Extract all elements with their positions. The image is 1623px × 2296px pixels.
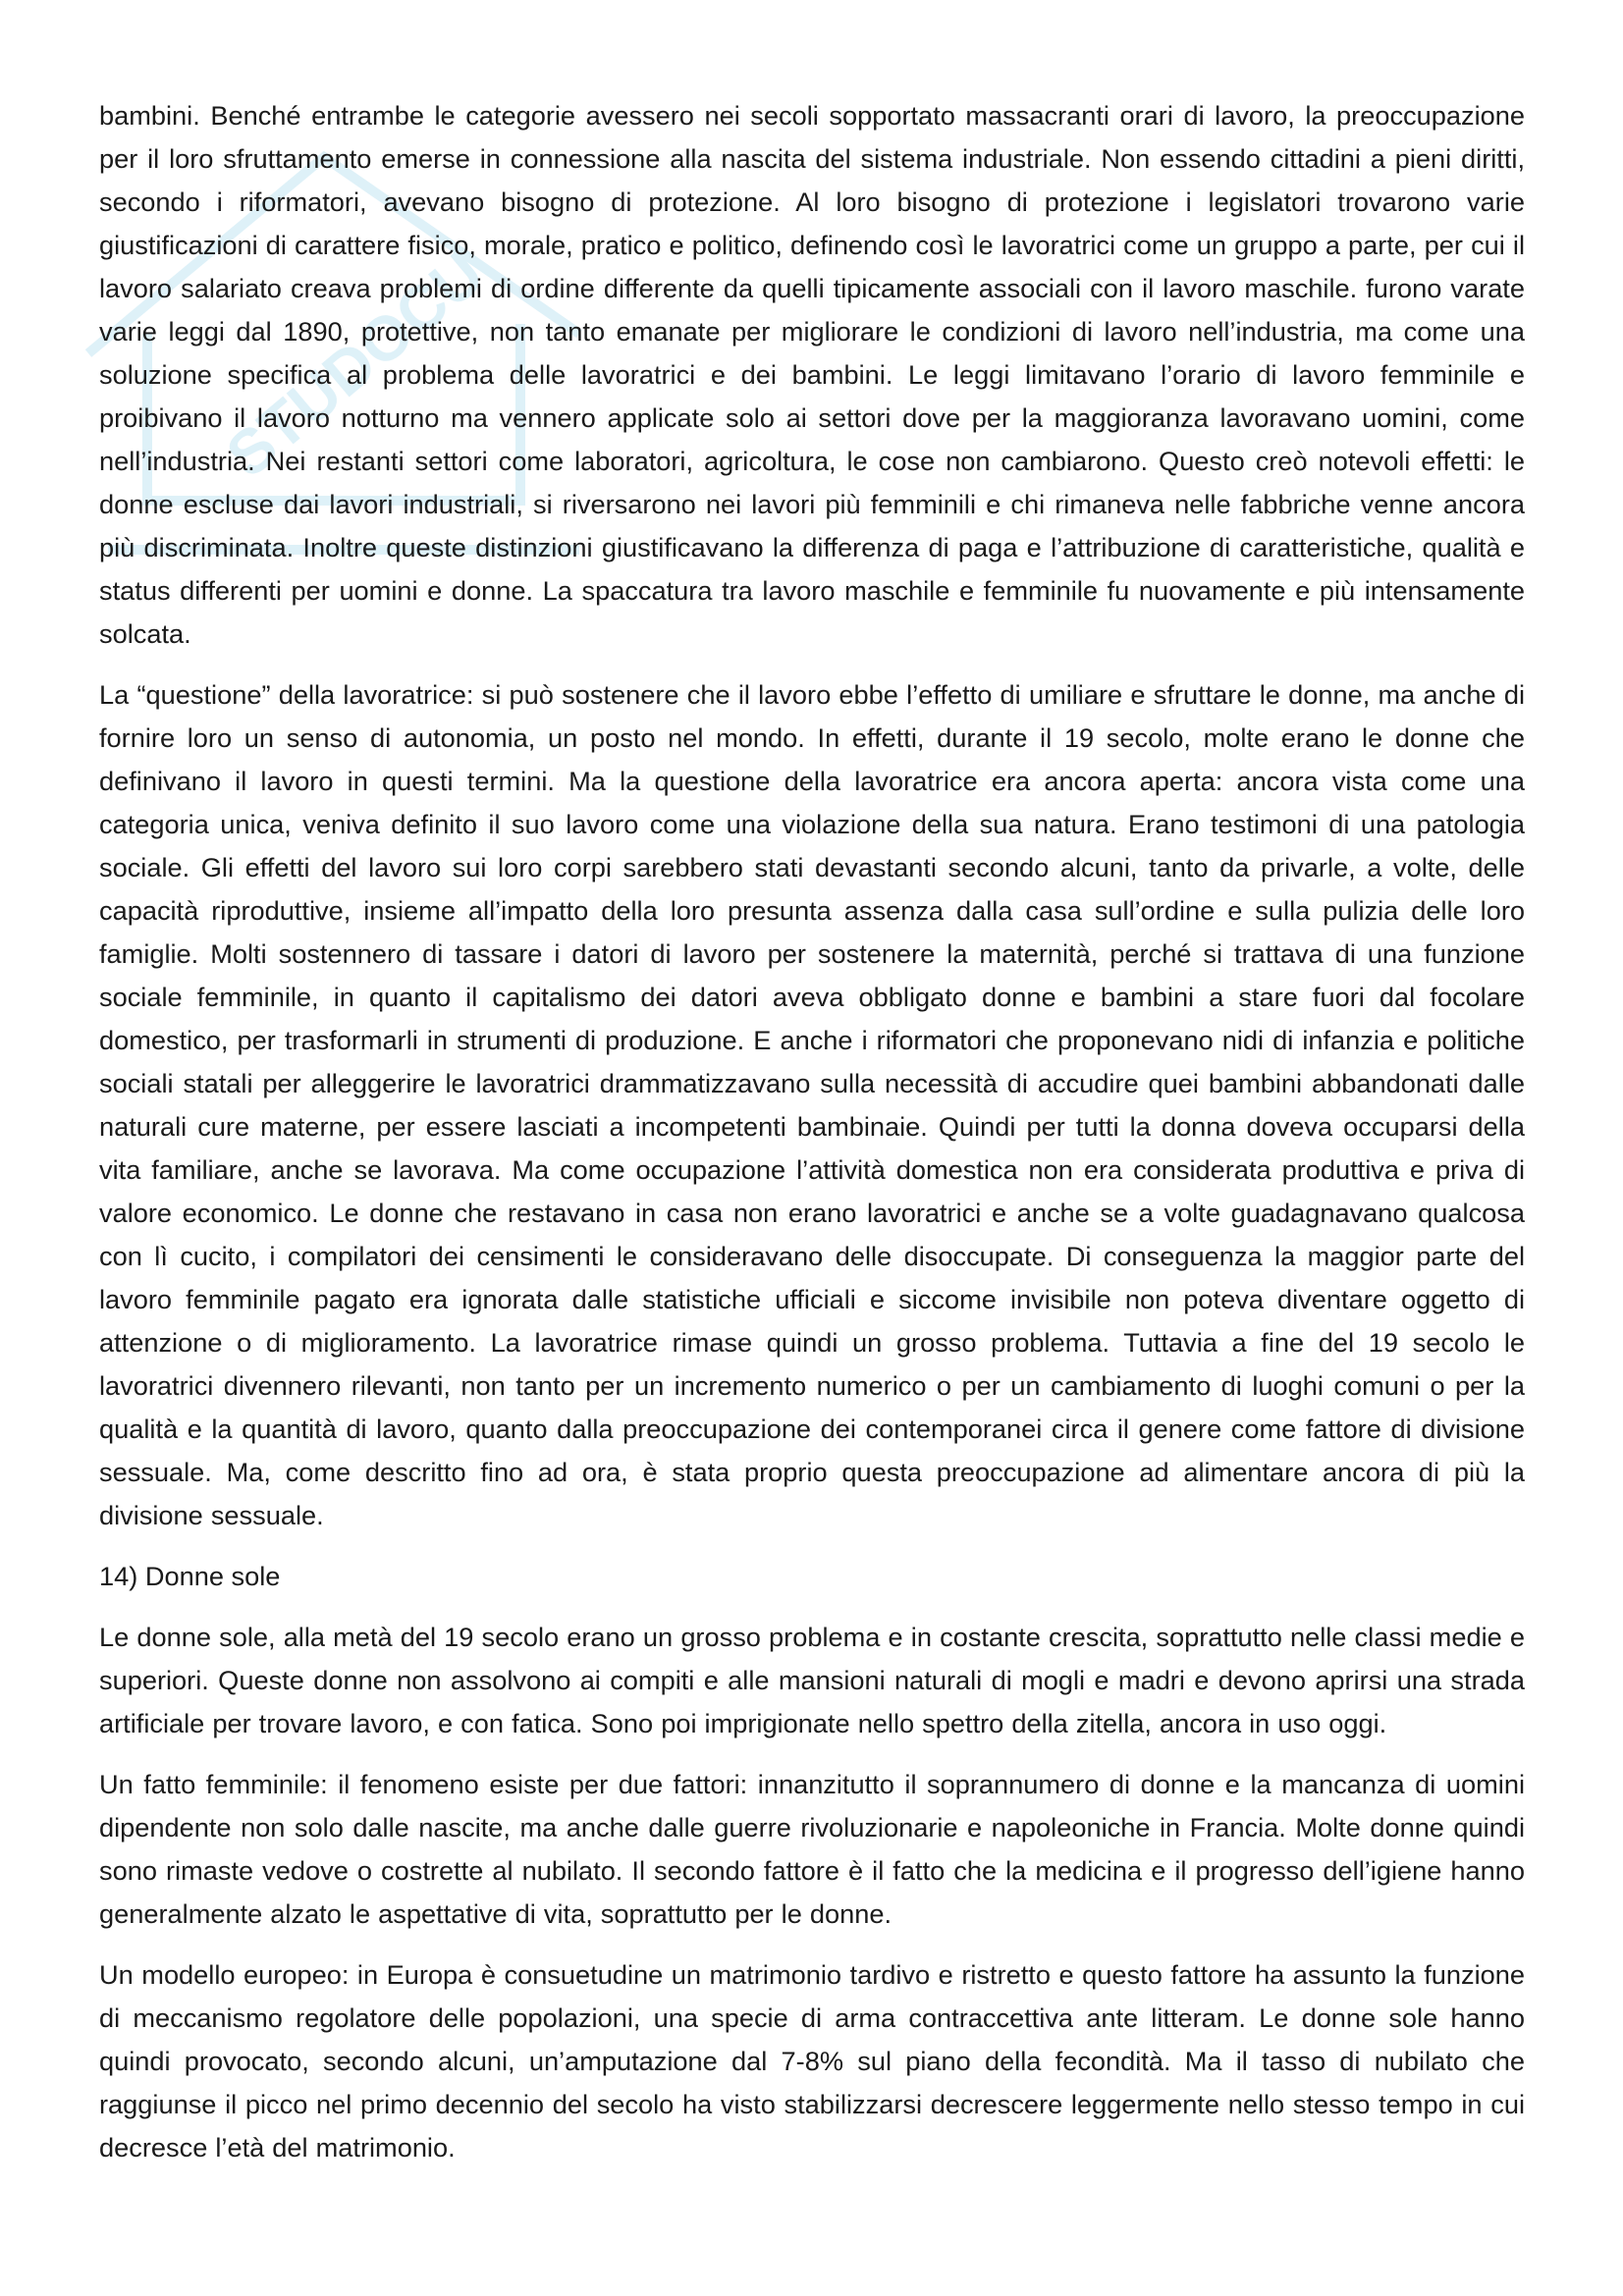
document-body	[99, 94, 1525, 2187]
watermark-text: STUDOCU	[213, 237, 497, 492]
paragraph-questione-lavoratrice: La “questione” della lavoratrice: si può sostenere che il lavoro ebbe l’effetto di umiliare e sfruttare le donne, ma anche di fornire loro un senso di autonomia, un posto nel mondo. In effetti, durante il 19 secolo, molte erano le donne che definivano il lavoro in questi termini. Ma la questione della lavoratrice era ancora aperta: ancora vista come una categoria unica, veniva definito il suo lavoro come una violazione della sua natura. Erano testimoni di una patologia sociale. Gli effetti del lavoro sui loro corpi sarebbero stati devastanti secondo alcuni, tanto da privarle, a volte, delle capacità riproduttive, insieme all’impatto della loro presunta assenza dalla casa sull’ordine e sulla pulizia delle loro famiglie. Molti sostennero di tassare i datori di lavoro per sostenere la maternità, perché si trattava di una funzione sociale femminile, in quanto il capitalismo dei datori aveva obbligato donne e bambini a stare fuori dal focolare domestico, per trasformarli in strumenti di produzione. E anche i riformatori che proponevano nidi di infanzia e politiche sociali statali per alleggerire le lavoratrici drammatizzavano sulla necessità di accudire quei bambini abbandonati dalle naturali cure materne, per essere lasciati a incompetenti bambinaie. Quindi per tutti la donna doveva occuparsi della vita familiare, anche se lavorava. Ma come occupazione l’attività domestica non era considerata produttiva e priva di valore economico. Le donne che restavano in casa non erano lavoratrici e anche se a volte guadagnavano qualcosa con lì cucito, i compilatori dei censimenti le consideravano delle disoccupate. Di conseguenza la maggior parte del lavoro femminile pagato era ignorata dalle statistiche ufficiali e siccome invisibile non poteva diventare oggetto di attenzione o di miglioramento. La lavoratrice rimase quindi un grosso problema. Tuttavia a fine del 19 secolo le lavoratrici divennero rilevanti, non tanto per un incremento numerico o per un cambiamento di luoghi comuni o per la qualità e la quantità di lavoro, quanto dalla preoccupazione dei contemporanei circa il genere come fattore di divisione sessuale. Ma, come descritto fino ad ora, è stata proprio questa preoccupazione ad alimentare ancora di più la divisione sessuale.	[99, 679, 1525, 1530]
paragraph-fatto-femminile: Un fatto femminile: il fenomeno esiste per due fattori: innanzitutto il soprannumero di donne e la mancanza di uomini dipendente non solo dalle nascite, ma anche dalle guerre rivoluzionarie e napoleoniche in Francia. Molte donne quindi sono rimaste vedove o costrette al nubilato. Il secondo fattore è il fatto che la medicina e il progresso dell’igiene hanno generalmente alzato le aspettative di vita, soprattutto per le donne.	[99, 1769, 1525, 1929]
paragraph-donne-sole-intro: Le donne sole, alla metà del 19 secolo erano un grosso problema e in costante crescita, soprattutto nelle classi medie e superiori. Queste donne non assolvono ai compiti e alle mansioni naturali di mogli e madri e devono aprirsi una strada artificiale per trovare lavoro, e con fatica. Sono poi imprigionate nello spettro della zitella, ancora in uso oggi.	[99, 1622, 1525, 1738]
paragraph-protective-laws: bambini. Benché entrambe le categorie avessero nei secoli sopportato massacranti orari di lavoro, la preoccupazione per il loro sfruttamento emerse in connessione alla nascita del sistema industriale. Non essendo cittadini a pieni diritti, secondo i riformatori, avevano bisogno di protezione. Al loro bisogno di protezione i legislatori trovarono varie giustificazioni di carattere fisico, morale, pratico e politico, definendo così le lavoratrici come un gruppo a parte, per cui il lavoro salariato creava problemi di ordine differente da quelli tipicamente associali con il lavoro maschile. furono varate varie leggi dal 1890, protettive, non tanto emanate per migliorare le condizioni di lavoro nell’industria, ma come una soluzione specifica al problema delle lavoratrici e dei bambini. Le leggi limitavano l’orario di lavoro femminile e proibivano il lavoro notturno ma vennero applicate solo ai settori dove per la maggioranza lavoravano uomini, come nell’industria. Nei restanti settori come laboratori, agricoltura, le cose non cambiarono. Questo creò notevoli effetti: le donne escluse dai lavori industriali, si riversarono nei lavori più femminili e chi rimaneva nelle fabbriche venne ancora più discriminata. Inoltre queste distinzioni giustificavano la differenza di paga e l’attribuzione di caratteristiche, qualità e status differenti per uomini e donne. La spaccatura tra lavoro maschile e femminile fu nuovamente e più intensamente solcata.	[99, 100, 1525, 649]
paragraph-modello-europeo: Un modello europeo: in Europa è consuetudine un matrimonio tardivo e ristretto e questo fattore ha assunto la funzione di meccanismo regolatore delle popolazioni, una specie di arma contraccettiva ante litteram. Le donne sole hanno quindi provocato, secondo alcuni, un’amputazione dal 7-8% sul piano della fecondità. Ma il tasso di nubilato che raggiunse il picco nel primo decennio del secolo ha visto stabilizzarsi decrescere leggermente nello stesso tempo in cui decresce l’età del matrimonio.	[99, 1959, 1525, 2163]
section-heading-donne-sole: 14) Donne sole	[99, 1561, 281, 1591]
